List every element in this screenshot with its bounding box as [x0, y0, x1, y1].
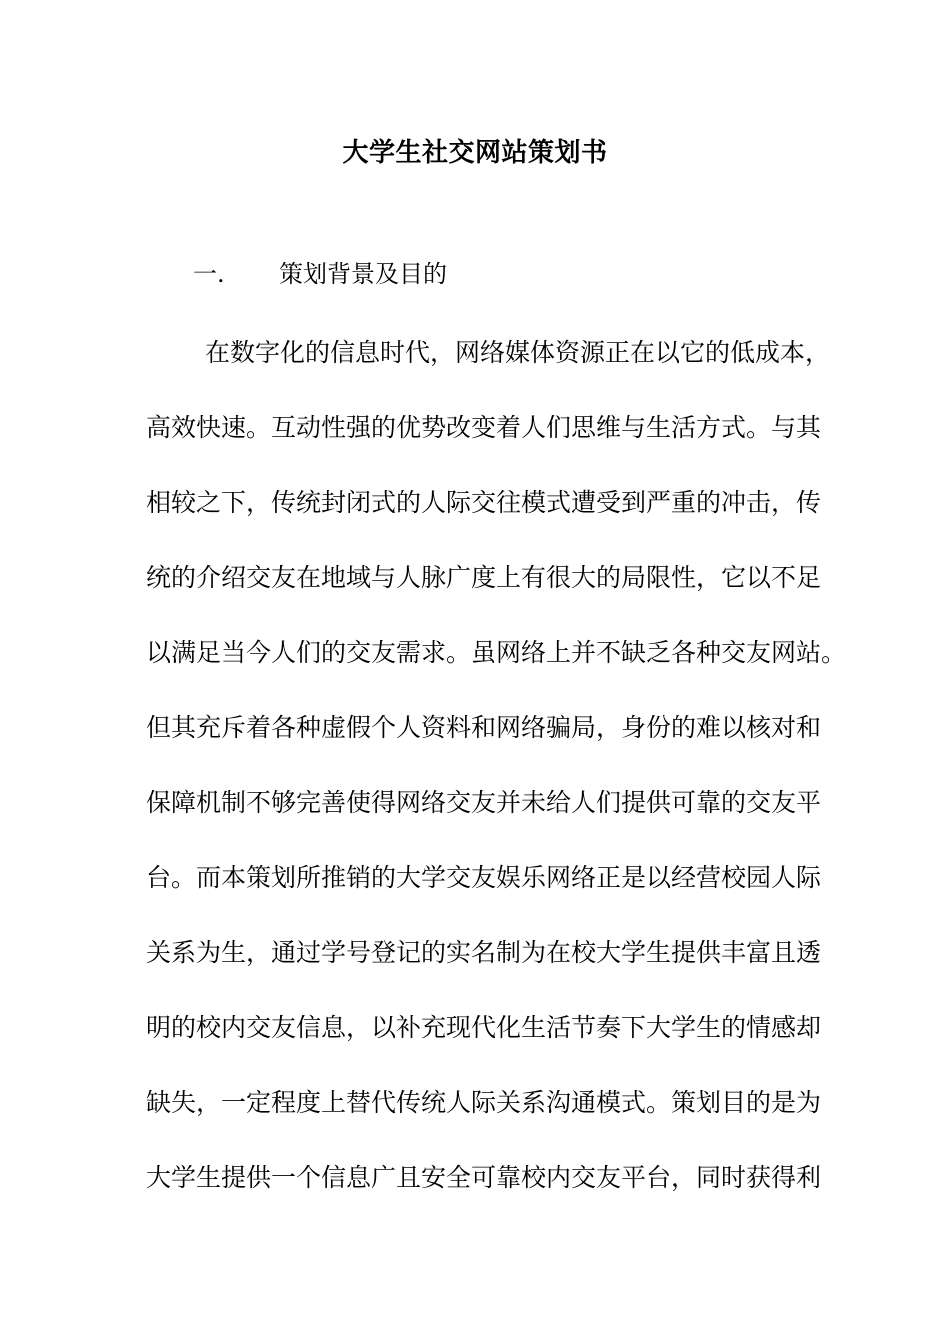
paragraph-line: 台。而本策划所推销的大学交友娱乐网络正是以经营校园人际: [146, 863, 822, 892]
paragraph-line: 统的介绍交友在地域与人脉广度上有很大的局限性，它以不足: [146, 563, 822, 592]
section-heading-text: 策划背景及目的: [279, 260, 447, 288]
paragraph-line: 在数字化的信息时代，网络媒体资源正在以它的低成本，: [205, 338, 831, 367]
paragraph-line: 以满足当今人们的交友需求。虽网络上并不缺乏各种交友网站。: [146, 638, 847, 667]
paragraph-line: 保障机制不够完善使得网络交友并未给人们提供可靠的交友平: [146, 788, 822, 817]
section-heading: [193, 254, 447, 294]
paragraph-line: 关系为生，通过学号登记的实名制为在校大学生提供丰富且透: [146, 938, 822, 967]
paragraph-line: 明的校内交友信息，以补充现代化生活节奏下大学生的情感却: [146, 1013, 822, 1042]
paragraph-line: 高效快速。互动性强的优势改变着人们思维与生活方式。与其: [146, 413, 822, 442]
paragraph-line: 但其充斥着各种虚假个人资料和网络骗局，身份的难以核对和: [146, 713, 822, 742]
paragraph-line: 缺失，一定程度上替代传统人际关系沟通模式。策划目的是为: [146, 1088, 822, 1117]
document-title: 大学生社交网站策划书: [342, 138, 608, 168]
section-number: 一.: [193, 260, 225, 288]
paragraph-line: 相较之下，传统封闭式的人际交往模式遭受到严重的冲击，传: [146, 488, 822, 517]
paragraph-line: 大学生提供一个信息广且安全可靠校内交友平台，同时获得利: [146, 1163, 822, 1192]
